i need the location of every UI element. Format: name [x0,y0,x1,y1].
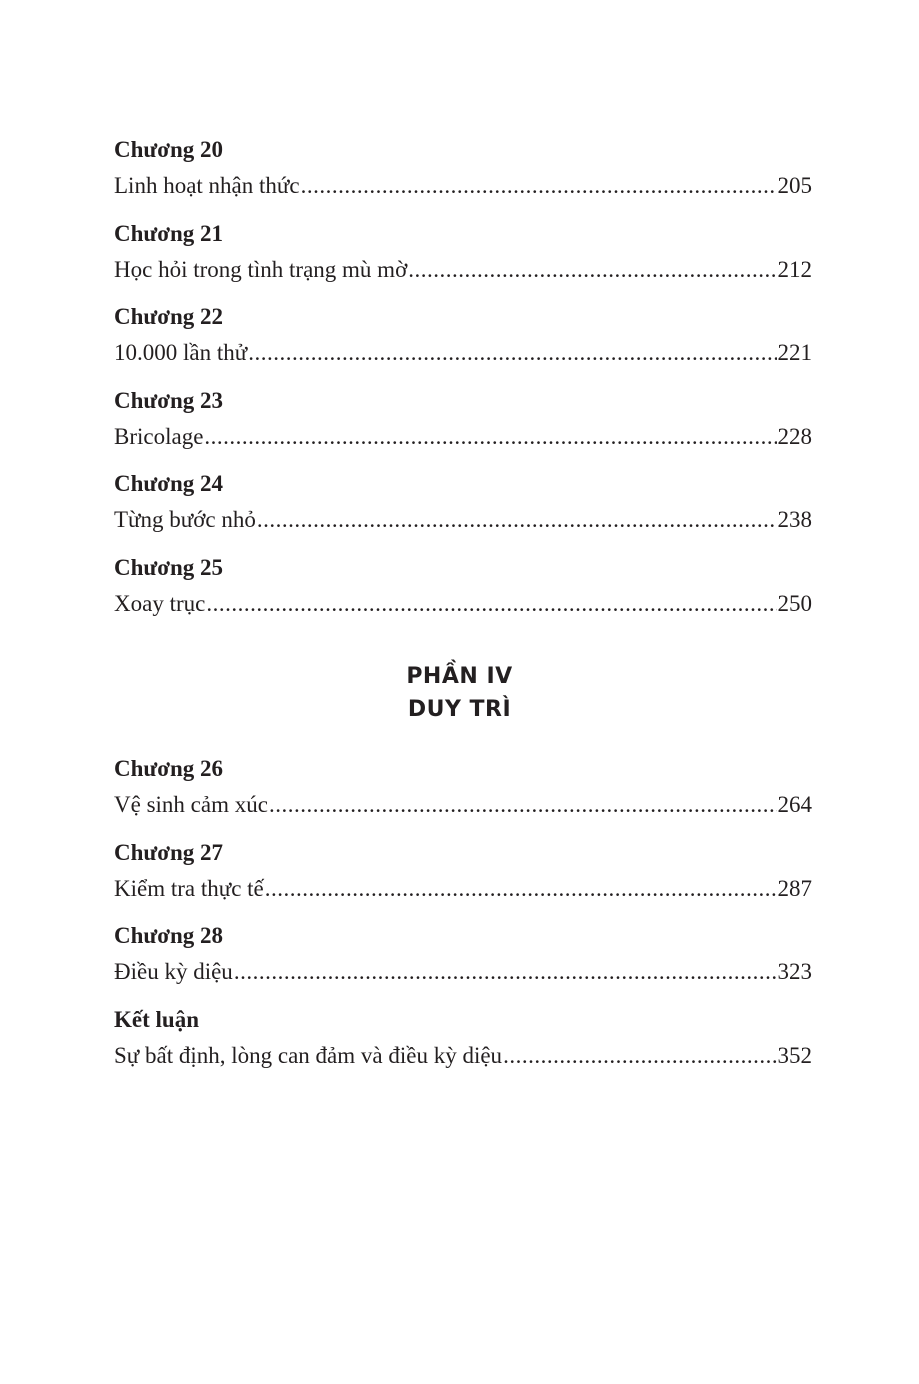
toc-section-bottom [114,751,812,1085]
toc-line[interactable] [114,252,812,288]
page-number: 212 [777,256,812,282]
chapter-label: Chương 26 [114,756,223,781]
toc-line[interactable] [114,954,812,990]
chapter-label: Chương 23 [114,387,223,413]
toc-section-top [114,132,812,633]
part-name: DUY TRÌ [407,697,512,722]
page-number: 221 [777,340,812,365]
toc-line[interactable] [114,502,812,538]
dot-leader [301,168,777,204]
toc-entry [114,835,812,919]
page-number: 205 [777,173,812,198]
dot-leader [248,335,776,371]
page-number: 287 [777,875,812,901]
chapter-label: Chương 25 [114,554,223,580]
chapter-title: Linh hoạt nhận thức [114,173,300,198]
chapter-label: Chương 20 [114,137,223,162]
page-number: 323 [777,959,812,984]
chapter-title: Bricolage [114,423,204,449]
dot-leader [408,252,776,288]
toc-entry [114,299,812,383]
toc-line[interactable] [114,168,812,204]
chapter-label: Chương 22 [114,304,223,329]
chapter-title: Điều kỳ diệu [114,959,233,984]
dot-leader [206,586,776,622]
chapter-title: 10.000 lần thử [114,340,248,365]
dot-leader [269,787,777,823]
page-number: 264 [777,792,812,817]
page-number: 352 [777,1042,812,1068]
toc-line[interactable] [114,586,812,622]
chapter-label: Chương 24 [114,471,223,496]
toc-entry [114,383,812,467]
part-number: PHẦN IV [406,664,513,689]
dot-leader [503,1038,776,1074]
dot-leader [257,502,777,538]
page-number: 238 [777,507,812,532]
toc-line[interactable] [114,1038,812,1074]
toc-entry [114,132,812,216]
chapter-title: Từng bước nhỏ [114,507,256,532]
dot-leader [204,419,776,455]
part-heading [0,660,919,726]
toc-line[interactable] [114,335,812,371]
toc-entry [114,751,812,835]
chapter-label: Chương 28 [114,923,223,948]
chapter-label: Chương 21 [114,220,223,246]
chapter-label: Chương 27 [114,839,223,865]
chapter-title: Vệ sinh cảm xúc [114,792,268,817]
toc-entry [114,466,812,550]
toc-line[interactable] [114,419,812,455]
toc-entry [114,1002,812,1086]
dot-leader [265,871,777,907]
toc-line[interactable] [114,787,812,823]
chapter-title: Sự bất định, lòng can đảm và điều kỳ diệu [114,1042,503,1068]
chapter-title: Học hỏi trong tình trạng mù mờ [114,256,408,282]
toc-entry [114,216,812,300]
chapter-title: Xoay trục [114,590,206,616]
toc-line[interactable] [114,871,812,907]
dot-leader [234,954,777,990]
toc-entry [114,918,812,1002]
toc-entry [114,550,812,634]
chapter-title: Kiểm tra thực tế [114,875,264,901]
page-number: 250 [777,590,812,616]
conclusion-label: Kết luận [114,1006,199,1032]
page-number: 228 [777,423,812,449]
